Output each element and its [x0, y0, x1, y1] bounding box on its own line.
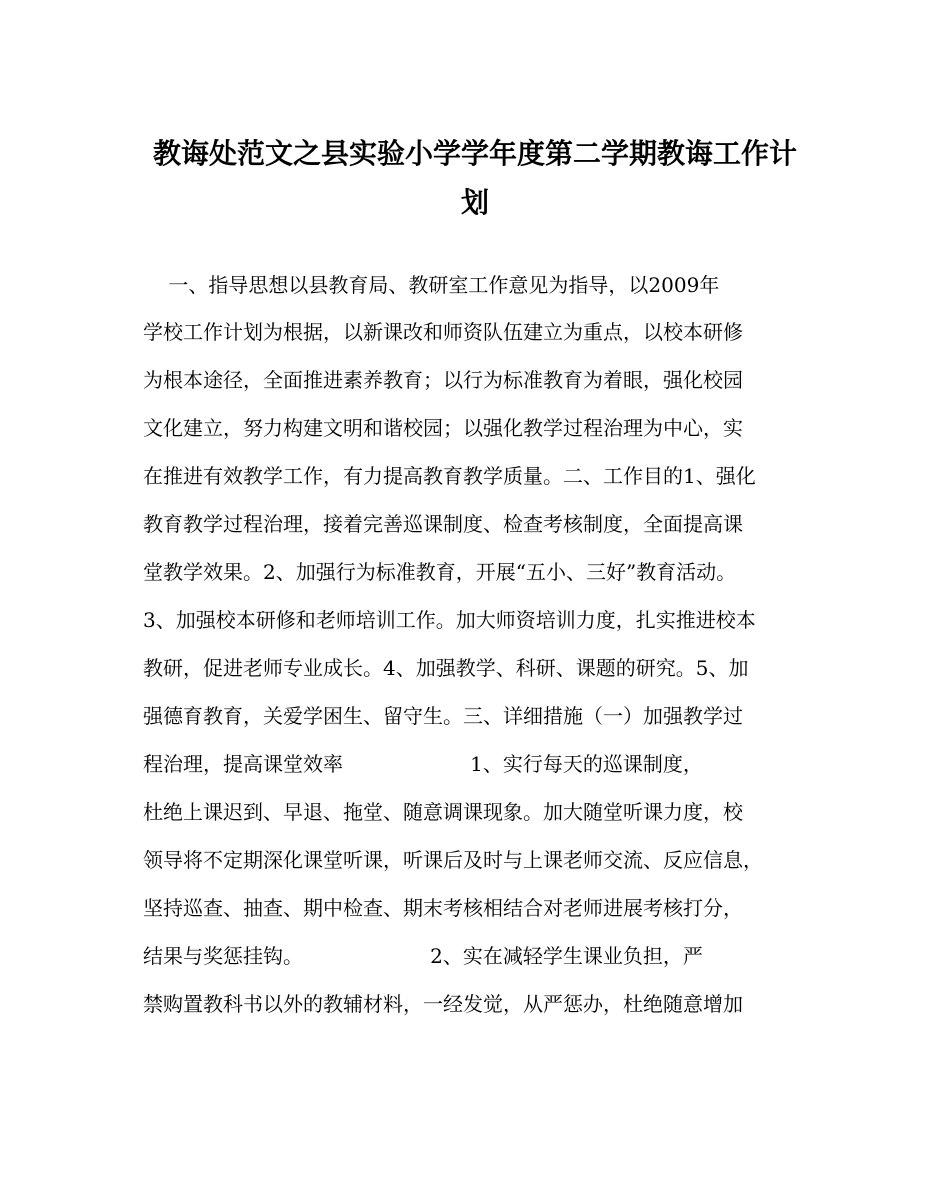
paragraph-line-8: 3、加强校本研修和老师培训工作。加大师资培训力度，扎实推进校本 [143, 608, 756, 632]
paragraph-line-1: 一、指导思想以县教育局、教研室工作意见为指导，以2009年 [143, 273, 720, 297]
paragraph-line-10: 强德育教育，关爱学困生、留守生。三、详细措施（一）加强教学过 [143, 704, 743, 728]
paragraph-line-12: 杜绝上课迟到、早退、拖堂、随意调课现象。加大随堂听课力度，校 [143, 800, 743, 824]
paragraph-line-5: 在推进有效教学工作，有力提高教育教学质量。二、工作目的1、强化 [143, 464, 756, 488]
paragraph-line-7: 堂教学效果。2、加强行为标准教育，开展“五小、三好”教育活动。 [143, 560, 737, 584]
paragraph-line-14: 坚持巡查、抽查、期中检查、期末考核相结合对老师进展考核打分， [143, 896, 743, 920]
document-title-line-1: 教诲处范文之县实验小学学年度第二学期教诲工作计 [152, 137, 797, 170]
paragraph-line-9: 教研，促进老师专业成长。4、加强教学、科研、课题的研究。5、加 [143, 656, 749, 680]
paragraph-line-16: 禁购置教科书以外的教辅材料，一经发觉，从严惩办，杜绝随意增加 [143, 992, 743, 1016]
paragraph-line-2: 学校工作计划为根据，以新课改和师资队伍建立为重点，以校本研修 [143, 320, 743, 344]
paragraph-line-15: 结果与奖惩挂钩。 2、实在减轻学生课业负担，严 [143, 944, 703, 968]
paragraph-line-11: 程治理，提高课堂效率 1、实行每天的巡课制度， [143, 752, 703, 776]
paragraph-line-6: 教育教学过程治理，接着完善巡课制度、检查考核制度，全面提高课 [143, 512, 743, 536]
paragraph-line-13: 领导将不定期深化课堂听课，听课后及时与上课老师交流、反应信息， [143, 848, 763, 872]
document-title-line-2: 划 [460, 186, 489, 219]
paragraph-line-3: 为根本途径，全面推进素养教育；以行为标准教育为着眼，强化校园 [143, 368, 743, 392]
paragraph-line-4: 文化建立，努力构建文明和谐校园；以强化教学过程治理为中心，实 [143, 416, 743, 440]
